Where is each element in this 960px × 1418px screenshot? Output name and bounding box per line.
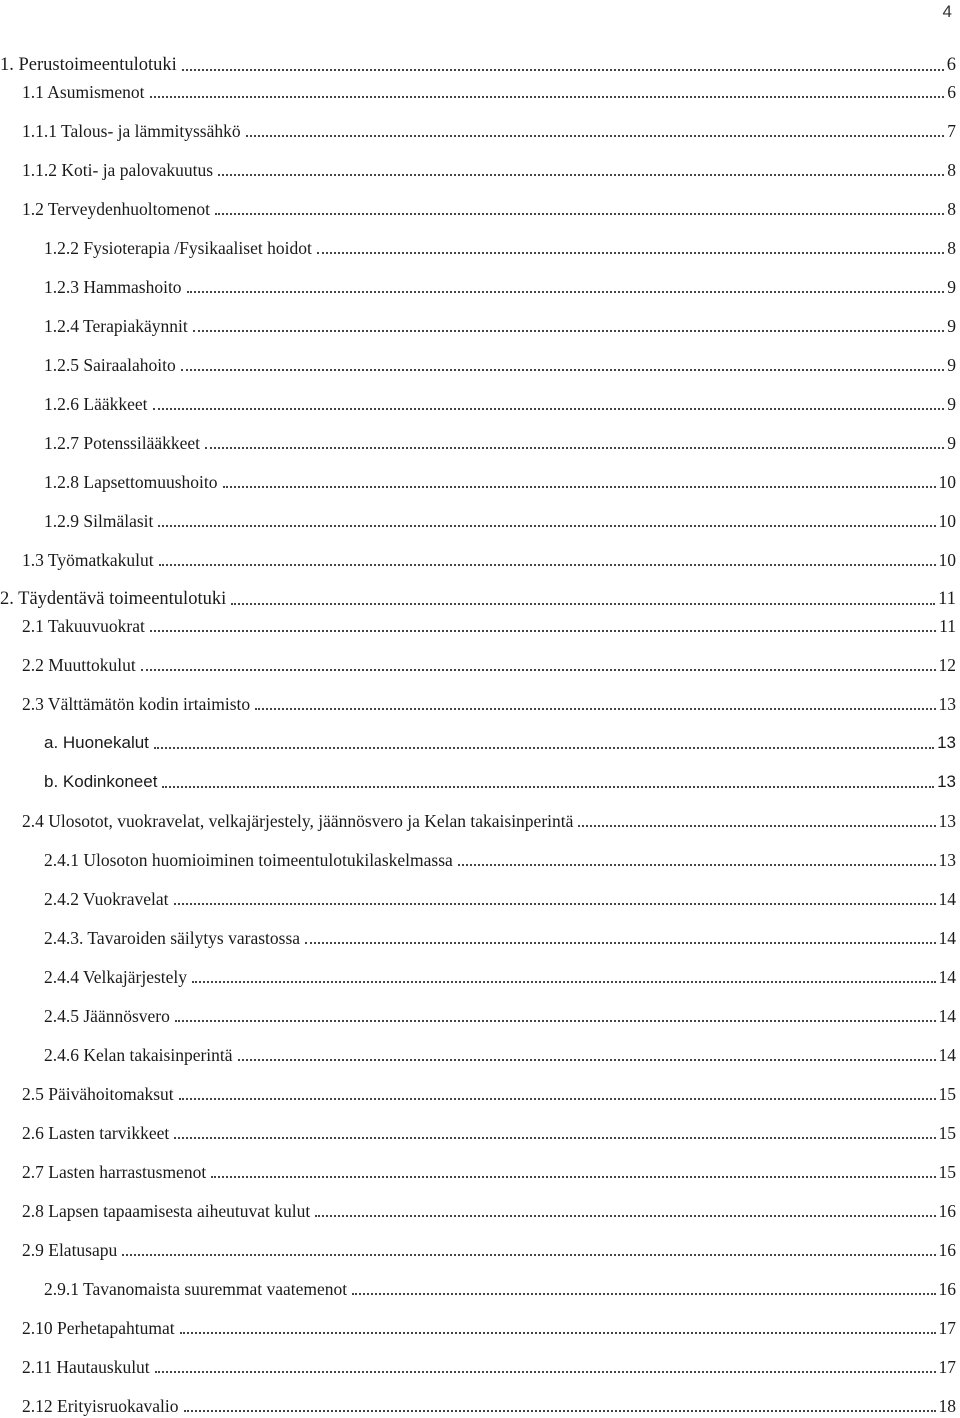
toc-entry-title: 2.4.4 Velkajärjestely xyxy=(44,967,188,987)
toc-entry[interactable] xyxy=(44,391,956,415)
toc-entry-page-number: 6 xyxy=(947,82,956,102)
toc-entry-page-number: 13 xyxy=(938,850,956,870)
toc-entry-title: 1.3 Työmatkakulut xyxy=(22,550,154,570)
toc-dot-leader xyxy=(158,525,935,527)
toc-entry-page-number: 16 xyxy=(938,1201,956,1221)
toc-dot-leader xyxy=(141,669,936,671)
toc-entry-title: 1.2.2 Fysioterapia /Fysikaaliset hoidot xyxy=(44,238,312,258)
toc-entry-page-number: 8 xyxy=(947,238,956,258)
toc-entry-page-number: 11 xyxy=(939,616,956,636)
toc-dot-leader xyxy=(458,864,936,866)
page-number: 4 xyxy=(942,2,952,21)
toc-dot-leader xyxy=(211,1176,935,1178)
toc-entry[interactable] xyxy=(22,1354,956,1378)
toc-entry[interactable] xyxy=(22,652,956,676)
toc-entry-page-number: 14 xyxy=(938,889,956,909)
toc-dot-leader xyxy=(193,330,944,332)
toc-entry-page-number: 15 xyxy=(938,1123,956,1143)
toc-entry-title: 2.1 Takuuvuokrat xyxy=(22,616,145,636)
toc-entry[interactable] xyxy=(22,808,956,832)
toc-entry-title: 2.4.2 Vuokravelat xyxy=(44,889,169,909)
toc-entry-page-number: 6 xyxy=(946,55,956,75)
toc-dot-leader xyxy=(218,174,944,176)
toc-dot-leader xyxy=(578,825,935,827)
toc-entry-page-number: 13 xyxy=(938,694,956,714)
toc-entry-title: b. Kodinkoneet xyxy=(44,772,158,791)
toc-entry-title: 1.2.7 Potenssilääkkeet xyxy=(44,433,201,453)
toc-entry[interactable] xyxy=(44,352,956,376)
toc-entry-page-number: 10 xyxy=(938,511,956,531)
toc-entry[interactable] xyxy=(44,1003,956,1027)
toc-dot-leader xyxy=(315,1215,935,1217)
toc-dot-leader xyxy=(215,213,944,215)
toc-dot-leader xyxy=(175,1020,936,1022)
toc-entry[interactable] xyxy=(22,1081,956,1105)
toc-entry[interactable] xyxy=(44,730,956,754)
toc-entry[interactable] xyxy=(22,1198,956,1222)
toc-entry-title: 2.6 Lasten tarvikkeet xyxy=(22,1123,170,1143)
toc-entry-title: 1.2.6 Lääkkeet xyxy=(44,394,148,414)
toc-dot-leader xyxy=(238,1059,936,1061)
toc-entry-title: 2.8 Lapsen tapaamisesta aiheutuvat kulut xyxy=(22,1201,311,1221)
toc-entry[interactable] xyxy=(44,925,956,949)
toc-entry[interactable] xyxy=(22,157,956,181)
toc-entry[interactable] xyxy=(22,1120,956,1144)
toc-dot-leader xyxy=(352,1293,935,1295)
toc-entry[interactable] xyxy=(44,469,956,493)
toc-entry-page-number: 11 xyxy=(938,589,956,609)
toc-entry-title: 2.9.1 Tavanomaista suuremmat vaatemenot xyxy=(44,1279,348,1299)
toc-entry-page-number: 17 xyxy=(938,1357,956,1377)
toc-entry[interactable] xyxy=(22,1393,956,1417)
toc-entry-title: 2.10 Perhetapahtumat xyxy=(22,1318,175,1338)
toc-dot-leader xyxy=(317,252,944,254)
toc-entry-title: 1.2.5 Sairaalahoito xyxy=(44,355,176,375)
toc-dot-leader xyxy=(231,603,935,605)
toc-entry-page-number: 9 xyxy=(947,316,956,336)
toc-entry[interactable] xyxy=(22,547,956,571)
toc-entry-page-number: 14 xyxy=(938,1045,956,1065)
toc-entry-title: 2.12 Erityisruokavalio xyxy=(22,1396,179,1416)
toc-entry[interactable] xyxy=(44,508,956,532)
toc-entry[interactable] xyxy=(44,1276,956,1300)
toc-entry[interactable] xyxy=(44,235,956,259)
toc-entry-title: 2.11 Hautauskulut xyxy=(22,1357,150,1377)
toc-dot-leader xyxy=(180,1332,936,1334)
toc-dot-leader xyxy=(205,447,944,449)
toc-entry-page-number: 16 xyxy=(938,1240,956,1260)
toc-entry-title: 2.7 Lasten harrastusmenot xyxy=(22,1162,207,1182)
toc-entry[interactable] xyxy=(22,79,956,103)
toc-entry[interactable] xyxy=(44,964,956,988)
toc-entry[interactable] xyxy=(22,196,956,220)
toc-entry[interactable] xyxy=(0,52,956,76)
toc-dot-leader xyxy=(181,369,945,371)
toc-entry[interactable] xyxy=(22,691,956,715)
toc-entry-page-number: 14 xyxy=(938,967,956,987)
toc-entry-page-number: 8 xyxy=(947,160,956,180)
toc-entry-title: 2. Täydentävä toimeentulotuki xyxy=(0,589,227,609)
toc-entry-title: 2.4.6 Kelan takaisinperintä xyxy=(44,1045,233,1065)
toc-entry-title: 2.2 Muuttokulut xyxy=(22,655,136,675)
toc-dot-leader xyxy=(174,1137,935,1139)
toc-dot-leader xyxy=(182,69,944,71)
toc-entry-page-number: 15 xyxy=(938,1084,956,1104)
toc-entry-page-number: 12 xyxy=(938,655,956,675)
toc-entry[interactable] xyxy=(44,886,956,910)
toc-dot-leader xyxy=(154,747,934,749)
toc-entry-page-number: 9 xyxy=(947,433,956,453)
toc-entry-page-number: 8 xyxy=(947,199,956,219)
toc-entry-title: 2.4.1 Ulosoton huomioiminen toimeentulotukilaskelmassa xyxy=(44,850,453,870)
toc-entry-page-number: 14 xyxy=(938,1006,956,1026)
toc-dot-leader xyxy=(184,1410,936,1412)
toc-entry[interactable] xyxy=(44,769,956,793)
toc-entry-page-number: 9 xyxy=(947,355,956,375)
toc-dot-leader xyxy=(155,1371,936,1373)
toc-dot-leader xyxy=(223,486,936,488)
toc-entry-page-number: 9 xyxy=(947,277,956,297)
toc-entry-title: 1.1 Asumismenot xyxy=(22,82,145,102)
toc-entry[interactable] xyxy=(44,430,956,454)
toc-dot-leader xyxy=(305,942,935,944)
toc-entry-title: 1.2.4 Terapiakäynnit xyxy=(44,316,188,336)
toc-entry-title: 2.4 Ulosotot, vuokravelat, velkajärjestely, jäännösvero ja Kelan takaisinperintä xyxy=(22,811,574,831)
toc-dot-leader xyxy=(192,981,935,983)
toc-entry[interactable] xyxy=(44,313,956,337)
toc-entry[interactable] xyxy=(22,118,956,142)
toc-entry-page-number: 7 xyxy=(947,121,956,141)
toc-dot-leader xyxy=(246,135,945,137)
toc-dot-leader xyxy=(159,564,936,566)
toc-entry-page-number: 15 xyxy=(938,1162,956,1182)
toc-entry-title: a. Huonekalut xyxy=(44,733,149,752)
toc-entry[interactable] xyxy=(44,1042,956,1066)
toc-entry[interactable] xyxy=(0,586,956,610)
toc-entry-title: 1.1.1 Talous- ja lämmityssähkö xyxy=(22,121,241,141)
toc-dot-leader xyxy=(174,903,936,905)
toc-entry-title: 1.1.2 Koti- ja palovakuutus xyxy=(22,160,214,180)
toc-entry-title: 1.2.9 Silmälasit xyxy=(44,511,154,531)
toc-entry-title: 1.2 Terveydenhuoltomenot xyxy=(22,199,210,219)
toc-entry-page-number: 9 xyxy=(947,394,956,414)
toc-entry[interactable] xyxy=(22,1237,956,1261)
toc-entry-title: 2.5 Päivähoitomaksut xyxy=(22,1084,174,1104)
toc-entry-page-number: 10 xyxy=(938,472,956,492)
toc-dot-leader xyxy=(150,630,936,632)
toc-entry-page-number: 13 xyxy=(937,733,956,752)
toc-entry-title: 1.2.3 Hammashoito xyxy=(44,277,182,297)
toc-entry-title: 2.4.5 Jäännösvero xyxy=(44,1006,170,1026)
toc-dot-leader xyxy=(179,1098,936,1100)
toc-dot-leader xyxy=(187,291,945,293)
toc-entry-title: 2.4.3. Tavaroiden säilytys varastossa xyxy=(44,928,301,948)
toc-entry-title: 1. Perustoimeentulotuki xyxy=(0,55,177,75)
toc-entry-page-number: 18 xyxy=(938,1396,956,1416)
toc-dot-leader xyxy=(162,786,934,788)
toc-entry-page-number: 13 xyxy=(937,772,956,791)
toc-entry-title: 1.2.8 Lapsettomuushoito xyxy=(44,472,218,492)
toc-entry-page-number: 13 xyxy=(938,811,956,831)
toc-dot-leader xyxy=(153,408,945,410)
toc-entry-title: 2.9 Elatusapu xyxy=(22,1240,118,1260)
toc-entry[interactable] xyxy=(22,1159,956,1183)
toc-dot-leader xyxy=(255,708,935,710)
toc-entry[interactable] xyxy=(22,1315,956,1339)
toc-entry-page-number: 14 xyxy=(938,928,956,948)
toc-entry-page-number: 16 xyxy=(938,1279,956,1299)
toc-entry-page-number: 17 xyxy=(938,1318,956,1338)
toc-entry[interactable] xyxy=(22,613,956,637)
toc-entry[interactable] xyxy=(44,274,956,298)
toc-entry-title: 2.3 Välttämätön kodin irtaimisto xyxy=(22,694,251,714)
toc-dot-leader xyxy=(150,96,945,98)
toc-entry-page-number: 10 xyxy=(938,550,956,570)
toc-dot-leader xyxy=(122,1254,935,1256)
toc-entry[interactable] xyxy=(44,847,956,871)
